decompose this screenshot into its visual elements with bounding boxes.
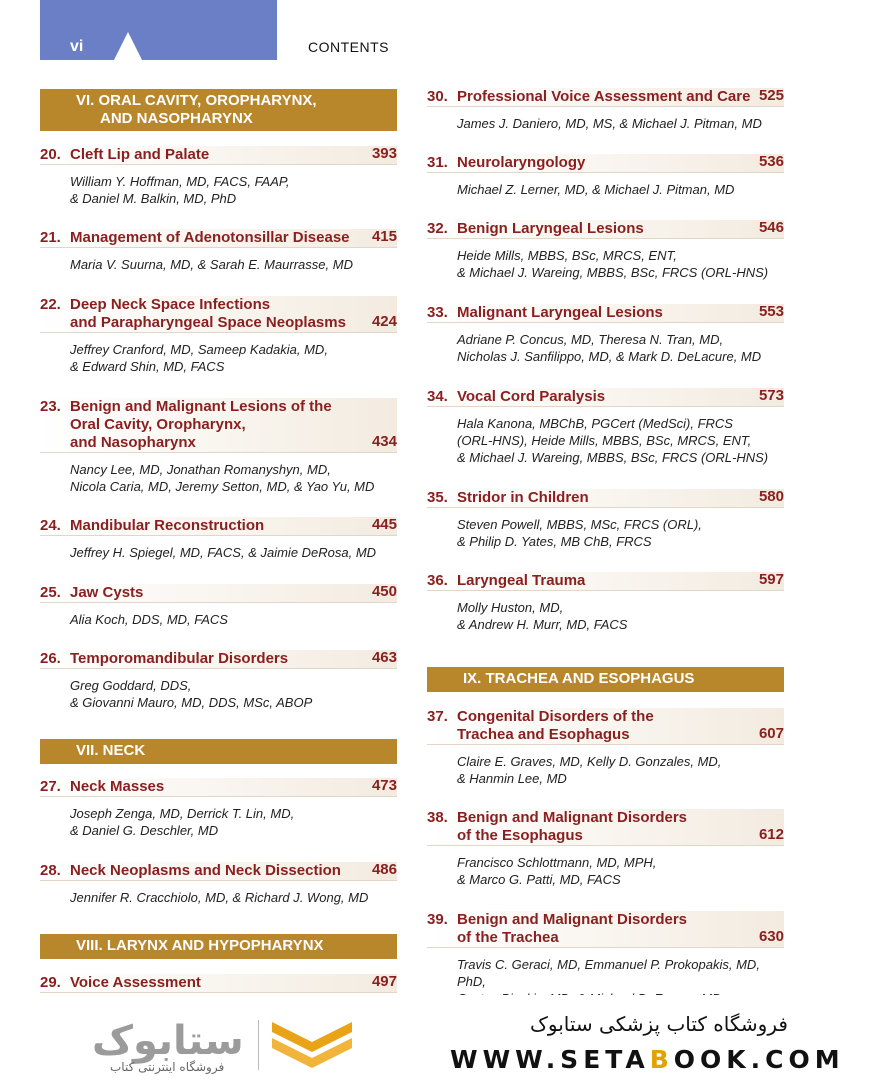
- chapter-authors: [40, 173, 397, 207]
- chapter-title: Oral Cavity, Oropharynx,: [70, 416, 246, 433]
- chapter-title: Temporomandibular Disorders: [70, 650, 289, 667]
- chapter-title: Neurolaryngology: [457, 154, 586, 171]
- chapter-page-number: 497: [371, 973, 397, 990]
- author-line: Claire E. Graves, MD, Kelly D. Gonzales, MD,: [457, 754, 722, 769]
- chapter-page-number: 607: [758, 725, 784, 742]
- chapter-title: Vocal Cord Paralysis: [457, 388, 606, 405]
- author-line: Joseph Zenga, MD, Derrick T. Lin, MD,: [70, 806, 295, 821]
- chapter-title-row[interactable]: [427, 911, 784, 948]
- store-logo-text: ستابوک: [92, 1018, 244, 1064]
- author-line: Jennifer R. Cracchiolo, MD, & Richard J. Wong, MD: [70, 890, 369, 905]
- chapter-title: Cleft Lip and Palate: [70, 146, 210, 163]
- chapter-authors: [427, 247, 784, 281]
- chapter-title: Professional Voice Assessment and Care: [457, 88, 751, 105]
- chapter-title-row[interactable]: [40, 146, 397, 165]
- section-header-viii: [40, 934, 397, 959]
- author-line: & Edward Shin, MD, FACS: [70, 359, 225, 374]
- chapter-page-number: 546: [758, 219, 784, 236]
- author-line: & Andrew H. Murr, MD, FACS: [457, 617, 628, 632]
- chapter-authors: [40, 677, 397, 711]
- chapter-title: of the Esophagus: [457, 827, 583, 844]
- url-part-highlight: B: [649, 1045, 674, 1074]
- chapter-number: 35.: [427, 489, 448, 506]
- chapter-title-row[interactable]: [40, 650, 397, 669]
- chapter-number: 33.: [427, 304, 448, 321]
- logo-divider: [258, 1020, 259, 1070]
- chapter-entry[interactable]: [427, 809, 784, 888]
- chapter-entry[interactable]: [40, 862, 397, 906]
- chapter-number: 38.: [427, 809, 448, 826]
- chapter-title: Congenital Disorders of the: [457, 708, 654, 725]
- author-line: & Hanmin Lee, MD: [457, 771, 567, 786]
- chapter-authors: [427, 415, 784, 466]
- chapter-authors: [427, 599, 784, 633]
- chapter-title-row[interactable]: [40, 296, 397, 333]
- chapter-entry[interactable]: [40, 398, 397, 495]
- chapter-title-row[interactable]: [427, 388, 784, 407]
- chapter-title: and Nasopharynx: [70, 434, 196, 451]
- chapter-title: Neck Neoplasms and Neck Dissection: [70, 862, 341, 879]
- chapter-title: Stridor in Children: [457, 489, 589, 506]
- chapter-page-number: 612: [758, 826, 784, 843]
- url-part: WWW.SETA: [450, 1045, 650, 1074]
- author-line: (ORL-HNS), Heide Mills, MBBS, BSc, MRCS, ENT,: [457, 433, 752, 448]
- author-line: Nicholas J. Sanfilippo, MD, & Mark D. DeLacure, MD: [457, 349, 762, 364]
- running-head: CONTENTS: [308, 39, 389, 55]
- author-line: Adriane P. Concus, MD, Theresa N. Tran, MD,: [457, 332, 724, 347]
- chapter-number: 24.: [40, 517, 61, 534]
- chapter-number: 20.: [40, 146, 61, 163]
- chapter-page-number: 597: [758, 571, 784, 588]
- chapter-title: Trachea and Esophagus: [457, 726, 630, 743]
- author-line: Steven Powell, MBBS, MSc, FRCS (ORL),: [457, 517, 702, 532]
- chapter-title-row[interactable]: [40, 974, 397, 993]
- chapter-entry[interactable]: [40, 778, 397, 839]
- chapter-page-number: 415: [371, 228, 397, 245]
- page-number: vi: [70, 38, 84, 55]
- chapter-title: Benign and Malignant Disorders: [457, 809, 688, 826]
- chapter-entry[interactable]: [40, 650, 397, 711]
- chapter-title-row[interactable]: [40, 862, 397, 881]
- author-line: Greg Goddard, DDS,: [70, 678, 192, 693]
- chapter-entry[interactable]: [427, 708, 784, 787]
- chapter-authors: [40, 611, 397, 628]
- chapter-number: 37.: [427, 708, 448, 725]
- chapter-entry[interactable]: [427, 88, 784, 132]
- chapter-title: Neck Masses: [70, 778, 165, 795]
- author-line: & Marco G. Patti, MD, FACS: [457, 872, 621, 887]
- chapter-page-number: 573: [758, 387, 784, 404]
- book-logo-icon: [272, 1018, 352, 1070]
- chapter-authors: [427, 181, 784, 198]
- chapter-entry[interactable]: [427, 304, 784, 365]
- author-line: Maria V. Suurna, MD, & Sarah E. Maurrasse, MD: [70, 257, 353, 272]
- chapter-page-number: 473: [371, 777, 397, 794]
- chapter-title: Mandibular Reconstruction: [70, 517, 265, 534]
- author-line: Francisco Schlottmann, MD, MPH,: [457, 855, 657, 870]
- chapter-title: Management of Adenotonsillar Disease: [70, 229, 350, 246]
- author-line: & Philip D. Yates, MB ChB, FRCS: [457, 534, 652, 549]
- chapter-entry[interactable]: [40, 517, 397, 561]
- chapter-number: 30.: [427, 88, 448, 105]
- header-tab: [40, 0, 277, 60]
- chapter-title: of the Trachea: [457, 929, 559, 946]
- author-line: Nicola Caria, MD, Jeremy Setton, MD, & Yao Yu, MD: [70, 479, 375, 494]
- section-title-line: IX. TRACHEA AND ESOPHAGUS: [463, 670, 695, 687]
- chapter-page-number: 424: [371, 313, 397, 330]
- chapter-title: Benign and Malignant Disorders: [457, 911, 688, 928]
- section-title-line: AND NASOPHARYNX: [100, 110, 253, 127]
- chapter-title-row[interactable]: [40, 778, 397, 797]
- chapter-title-row[interactable]: [427, 708, 784, 745]
- author-line: Nancy Lee, MD, Jonathan Romanyshyn, MD,: [70, 462, 331, 477]
- chapter-entry[interactable]: [40, 229, 397, 273]
- chapter-entry[interactable]: [427, 911, 784, 1007]
- chapter-authors: [427, 854, 784, 888]
- author-line: Alia Koch, DDS, MD, FACS: [70, 612, 228, 627]
- store-logo-subtext: فروشگاه اینترنتی کتاب: [110, 1060, 225, 1074]
- chapter-title-row[interactable]: [427, 489, 784, 508]
- chapter-number: 25.: [40, 584, 61, 601]
- chapter-number: 32.: [427, 220, 448, 237]
- author-line: Heide Mills, MBBS, BSc, MRCS, ENT,: [457, 248, 677, 263]
- chapter-title: Jaw Cysts: [70, 584, 144, 601]
- section-header-ix: [427, 667, 784, 692]
- chapter-number: 34.: [427, 388, 448, 405]
- chapter-entry[interactable]: [40, 584, 397, 628]
- chapter-page-number: 393: [371, 145, 397, 162]
- chapter-page-number: 434: [371, 433, 397, 450]
- chapter-title-row[interactable]: [40, 229, 397, 248]
- chapter-authors: [40, 341, 397, 375]
- chapter-title-row[interactable]: [40, 584, 397, 603]
- author-line: & Michael J. Wareing, MBBS, BSc, FRCS (ORL-HNS): [457, 265, 769, 280]
- chapter-title-row[interactable]: [427, 572, 784, 591]
- chapter-page-number: 580: [758, 488, 784, 505]
- chapter-authors: [427, 115, 784, 132]
- chapter-entry[interactable]: [40, 296, 397, 375]
- chapter-page-number: 536: [758, 153, 784, 170]
- chapter-number: 27.: [40, 778, 61, 795]
- chapter-page-number: 450: [371, 583, 397, 600]
- chapter-authors: [427, 753, 784, 787]
- chapter-authors: [40, 461, 397, 495]
- chapter-authors: [40, 889, 397, 906]
- chapter-number: 22.: [40, 296, 61, 313]
- chapter-number: 36.: [427, 572, 448, 589]
- chapter-number: 26.: [40, 650, 61, 667]
- author-line: & Daniel M. Balkin, MD, PhD: [70, 191, 237, 206]
- chapter-authors: [427, 516, 784, 550]
- chapter-entry[interactable]: [40, 146, 397, 207]
- chapter-page-number: 630: [758, 928, 784, 945]
- chapter-entry[interactable]: [427, 489, 784, 550]
- author-line: William Y. Hoffman, MD, FACS, FAAP,: [70, 174, 290, 189]
- chapter-title: and Parapharyngeal Space Neoplasms: [70, 314, 346, 331]
- chapter-entry[interactable]: [427, 572, 784, 633]
- chapter-authors: [40, 544, 397, 561]
- chapter-authors: [40, 256, 397, 273]
- chapter-page-number: 445: [371, 516, 397, 533]
- author-line: & Daniel G. Deschler, MD: [70, 823, 219, 838]
- author-line: Hala Kanona, MBChB, PGCert (MedSci), FRCS: [457, 416, 733, 431]
- chapter-title-row[interactable]: [40, 398, 397, 453]
- chapter-title: Voice Assessment: [70, 974, 201, 991]
- store-url[interactable]: [450, 1045, 845, 1074]
- author-line: Jeffrey Cranford, MD, Sameep Kadakia, MD,: [70, 342, 328, 357]
- store-name: فروشگاه کتاب پزشکی ستابوک: [530, 1012, 788, 1036]
- section-title-line: VIII. LARYNX AND HYPOPHARYNX: [76, 937, 324, 954]
- author-line: & Giovanni Mauro, MD, DDS, MSc, ABOP: [70, 695, 313, 710]
- chapter-entry[interactable]: [427, 154, 784, 198]
- chapter-title: Laryngeal Trauma: [457, 572, 586, 589]
- section-header-vii: [40, 739, 397, 764]
- chapter-title-row[interactable]: [427, 304, 784, 323]
- chapter-title-row[interactable]: [427, 809, 784, 846]
- author-line: James J. Daniero, MD, MS, & Michael J. Pitman, MD: [457, 116, 762, 131]
- chapter-number: 31.: [427, 154, 448, 171]
- author-line: Jeffrey H. Spiegel, MD, FACS, & Jaimie DeRosa, MD: [70, 545, 377, 560]
- author-line: & Michael J. Wareing, MBBS, BSc, FRCS (ORL-HNS): [457, 450, 769, 465]
- section-header-vi: [40, 89, 397, 131]
- chapter-title: Benign Laryngeal Lesions: [457, 220, 644, 237]
- chapter-number: 28.: [40, 862, 61, 879]
- chapter-entry[interactable]: [427, 388, 784, 466]
- chapter-title-row[interactable]: [427, 220, 784, 239]
- url-part: OOK.COM: [673, 1045, 845, 1074]
- section-title-line: VII. NECK: [76, 742, 146, 759]
- author-line: Michael Z. Lerner, MD, & Michael J. Pitman, MD: [457, 182, 735, 197]
- chapter-title-row[interactable]: [427, 154, 784, 173]
- chapter-number: 21.: [40, 229, 61, 246]
- chapter-number: 39.: [427, 911, 448, 928]
- chapter-page-number: 486: [371, 861, 397, 878]
- chapter-entry[interactable]: [427, 220, 784, 281]
- section-title-line: VI. ORAL CAVITY, OROPHARYNX,: [76, 92, 317, 109]
- author-line: Travis C. Geraci, MD, Emmanuel P. Prokopakis, MD, PhD,: [457, 957, 760, 989]
- chapter-page-number: 553: [758, 303, 784, 320]
- chapter-authors: [427, 331, 784, 365]
- chapter-title: Malignant Laryngeal Lesions: [457, 304, 663, 321]
- author-line: Molly Huston, MD,: [457, 600, 564, 615]
- chapter-page-number: 463: [371, 649, 397, 666]
- chapter-title: Deep Neck Space Infections: [70, 296, 271, 313]
- chapter-number: 29.: [40, 974, 61, 991]
- triangle-mark-icon: [114, 32, 142, 60]
- chapter-title-row[interactable]: [40, 517, 397, 536]
- chapter-page-number: 525: [758, 87, 784, 104]
- chapter-title: Benign and Malignant Lesions of the: [70, 398, 332, 415]
- chapter-entry[interactable]: [40, 974, 397, 993]
- chapter-number: 23.: [40, 398, 61, 415]
- chapter-authors: [40, 805, 397, 839]
- chapter-title-row[interactable]: [427, 88, 784, 107]
